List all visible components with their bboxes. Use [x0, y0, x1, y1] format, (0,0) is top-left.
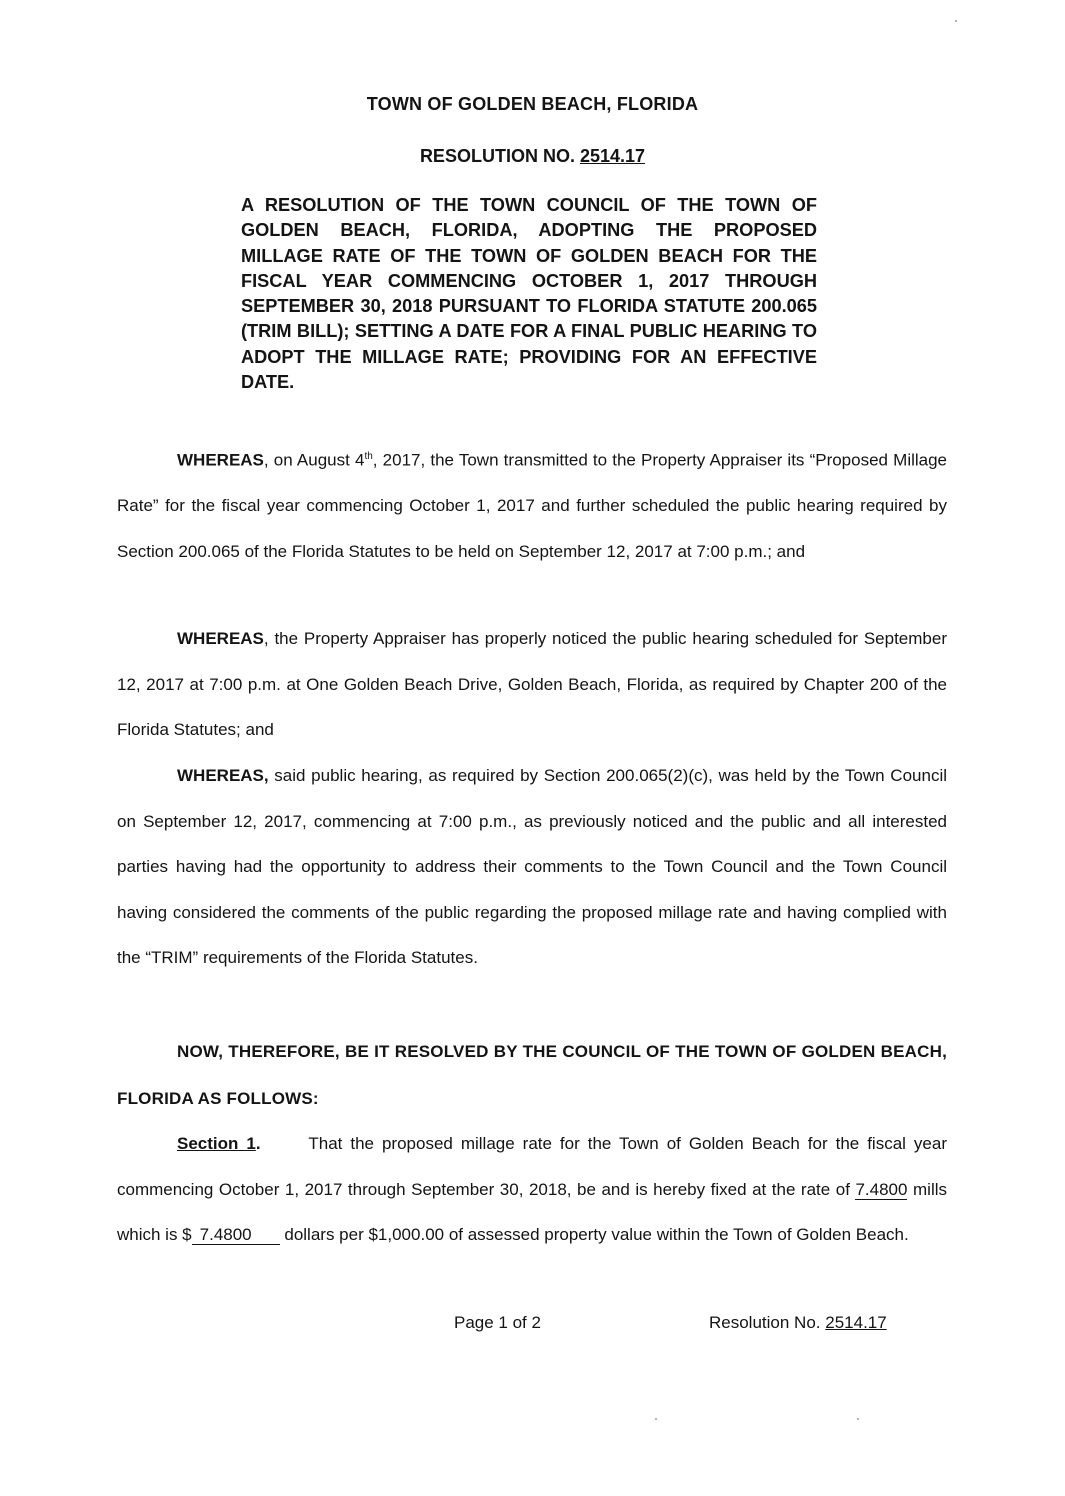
- scan-speck: [655, 1418, 657, 1420]
- section-text: mills which is $: [117, 1179, 947, 1245]
- footer-resolution-number: 2514.17: [825, 1313, 887, 1332]
- whereas-lead: WHEREAS: [177, 629, 264, 648]
- resolution-preamble: A RESOLUTION OF THE TOWN COUNCIL OF THE TOWN OF GOLDEN BEACH, FLORIDA, ADOPTING THE PROPOSED MILLAGE RATE OF THE TOWN OF GOLDEN BEACH FOR THE FISCAL YEAR COMMENCING OCTOBER 1, 2017 THROUGH SEPTEMBER 30, 2018 PURSUANT TO FLORIDA STATUTE 200.065 (TRIM BILL); SETTING A DATE FOR A FINAL PUBLIC HEARING TO ADOPT THE MILLAGE RATE; PROVIDING FOR AN EFFECTIVE DATE.: [241, 195, 817, 393]
- whereas-paragraph-2: [117, 616, 947, 753]
- whereas-text: , the Property Appraiser has properly noticed the public hearing scheduled for September 12, 2017 at 7:00 p.m. at One Golden Beach Drive, Golden Beach, Florida, as required by Chapter 200 of the Florida Statutes; and: [117, 629, 947, 740]
- whereas-text: , 2017, the Town transmitted to the Property Appraiser its “Proposed Millage Rate” for the fiscal year commencing October 1, 2017 and further scheduled the public hearing required by Section 200.065 of the Florida Statutes to be held on September 12, 2017 at 7:00 p.m.; and: [117, 450, 948, 561]
- dollars-value: 7.4800: [192, 1226, 280, 1245]
- whereas-paragraph-3: [117, 753, 947, 981]
- mills-value: 7.4800: [855, 1179, 908, 1199]
- town-title: TOWN OF GOLDEN BEACH, FLORIDA: [366, 94, 699, 114]
- footer-resolution-label: Resolution No.: [709, 1313, 821, 1332]
- page-number: Page 1 of 2: [454, 1313, 541, 1332]
- whereas-text: said public hearing, as required by Section 200.065(2)(c), was held by the Town Council on September 12, 2017, commencing at 7:00 p.m., as previously noticed and the public and all interested parties having had the opportunity to address their comments to the Town Council and the Town Council having considered the comments of the public regarding the proposed millage rate and having complied with the “TRIM” requirements of the Florida Statutes.: [117, 766, 947, 968]
- resolution-heading: [0, 146, 1065, 167]
- resolution-number: 2514.17: [579, 146, 646, 166]
- scan-speck: [857, 1418, 859, 1420]
- whereas-text: , on August 4: [263, 450, 365, 470]
- section-label: Section 1: [177, 1134, 256, 1153]
- section-1-paragraph: [117, 1121, 947, 1258]
- resolved-clause: [117, 1028, 947, 1122]
- section-text: dollars per $1,000.00 of assessed property value within the Town of Golden Beach.: [284, 1225, 909, 1245]
- scan-speck: [955, 20, 957, 22]
- resolution-label: RESOLUTION NO.: [419, 146, 575, 166]
- whereas-lead: WHEREAS: [177, 450, 264, 470]
- ordinal-superscript: th: [364, 451, 373, 462]
- section-text: That the proposed millage rate for the Town of Golden Beach for the fiscal year commencing October 1, 2017 through September 30, 2018, be and is hereby fixed at the rate of: [117, 1134, 947, 1199]
- resolved-text: NOW, THEREFORE, BE IT RESOLVED BY THE COUNCIL OF THE TOWN OF GOLDEN BEACH, FLORIDA AS FOLLOWS:: [117, 1042, 947, 1108]
- whereas-paragraph-1: [117, 434, 947, 574]
- section-label-period: .: [255, 1134, 261, 1153]
- whereas-lead: WHEREAS,: [177, 766, 269, 785]
- footer-resolution: [709, 1313, 887, 1333]
